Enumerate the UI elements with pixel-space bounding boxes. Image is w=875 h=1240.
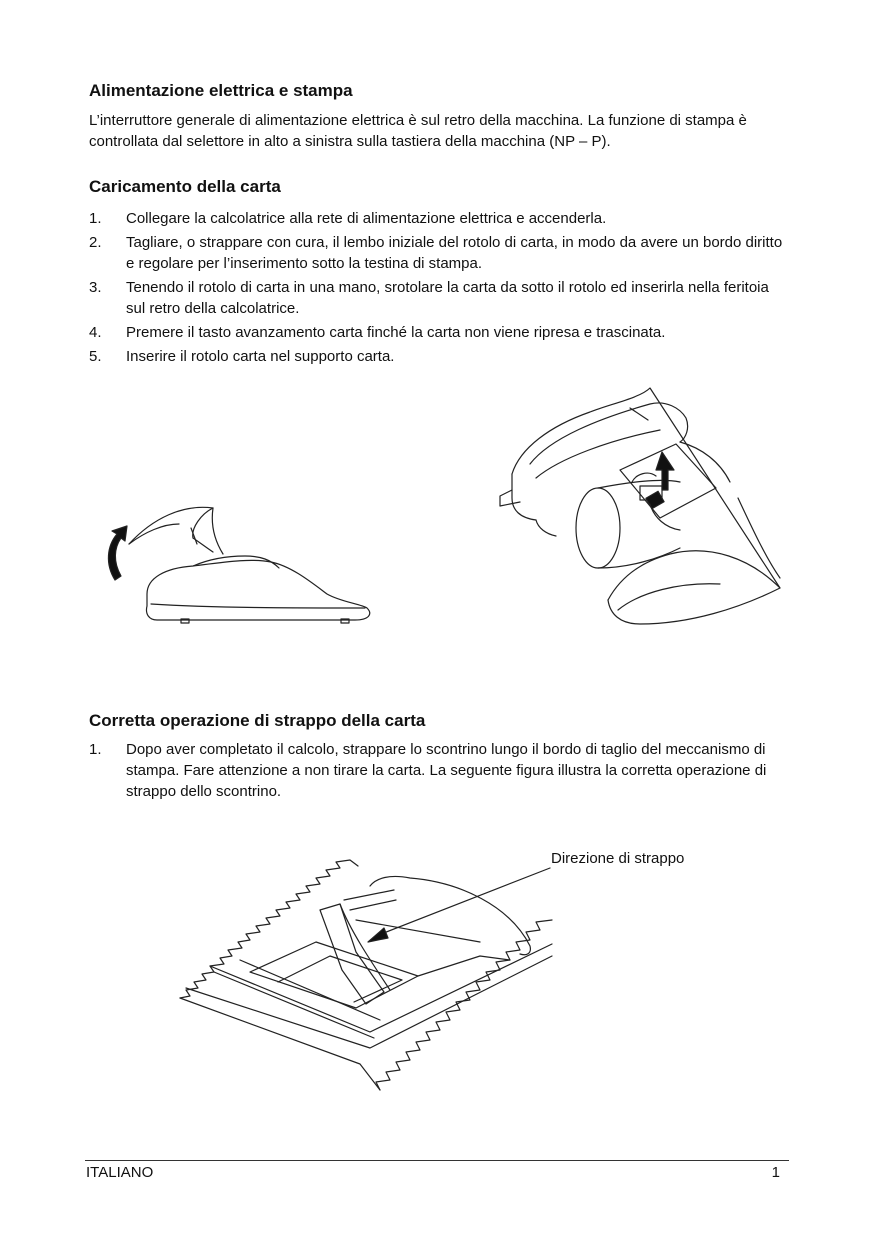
step-text: Premere il tasto avanzamento carta finché la carta non viene ripresa e trascinata.	[126, 324, 666, 341]
step-number: 2.	[89, 234, 102, 251]
tear-direction-callout: Direzione di strappo	[551, 850, 685, 867]
receipt-tearing-illustration	[180, 860, 580, 1100]
step-text: Collegare la calcolatrice alla rete di alimentazione elettrica e accenderla.	[126, 210, 607, 227]
callout-arrow-icon	[368, 928, 388, 942]
step-text: Tenendo il rotolo di carta in una mano, srotolare la carta da sotto il rotolo ed inserirla nella feritoia sul retro della calcolatrice.	[126, 279, 769, 317]
list-item	[89, 208, 789, 229]
step-number: 3.	[89, 279, 102, 296]
callout-leader-line	[376, 868, 550, 936]
list-item	[89, 322, 789, 343]
heading-paper-tearing: Corretta operazione di strappo della carta	[89, 711, 426, 730]
paper-loading-steps	[89, 208, 789, 370]
list-item	[89, 277, 789, 319]
printer-mechanism-illustration	[490, 378, 790, 628]
paper-holder-illustration	[95, 498, 395, 638]
list-item	[89, 232, 789, 274]
heading-power-printing: Alimentazione elettrica e stampa	[89, 81, 353, 100]
step-number: 1.	[89, 210, 102, 227]
rotate-arrow-icon	[108, 526, 127, 580]
step-number: 5.	[89, 348, 102, 365]
paper-feed-arrow-icon	[656, 452, 674, 490]
page-number: 1	[771, 1164, 780, 1181]
step-text: Inserire il rotolo carta nel supporto carta.	[126, 348, 395, 365]
footer-language: ITALIANO	[86, 1164, 154, 1181]
step-text: Dopo aver completato il calcolo, strappare lo scontrino lungo il bordo di taglio del meccanismo di stampa. Fare attenzione a non tirare la carta. La seguente figura illustra la corretta operazione di strappo dello scontrino.	[126, 741, 767, 800]
step-number: 1.	[89, 741, 102, 758]
list-item	[89, 739, 789, 802]
footer-divider	[85, 1160, 789, 1161]
heading-paper-loading: Caricamento della carta	[89, 177, 281, 196]
step-number: 4.	[89, 324, 102, 341]
list-item	[89, 346, 789, 367]
step-text: Tagliare, o strappare con cura, il lembo iniziale del rotolo di carta, in modo da avere un bordo diritto e regolare per l’inserimento sotto la testina di stampa.	[126, 234, 783, 272]
power-printing-paragraph: L’interruttore generale di alimentazione elettrica è sul retro della macchina. La funzione di stampa è controllata dal selettore in alto a sinistra sulla tastiera della macchina (NP – P).	[89, 112, 747, 150]
paper-tearing-steps	[89, 739, 789, 805]
